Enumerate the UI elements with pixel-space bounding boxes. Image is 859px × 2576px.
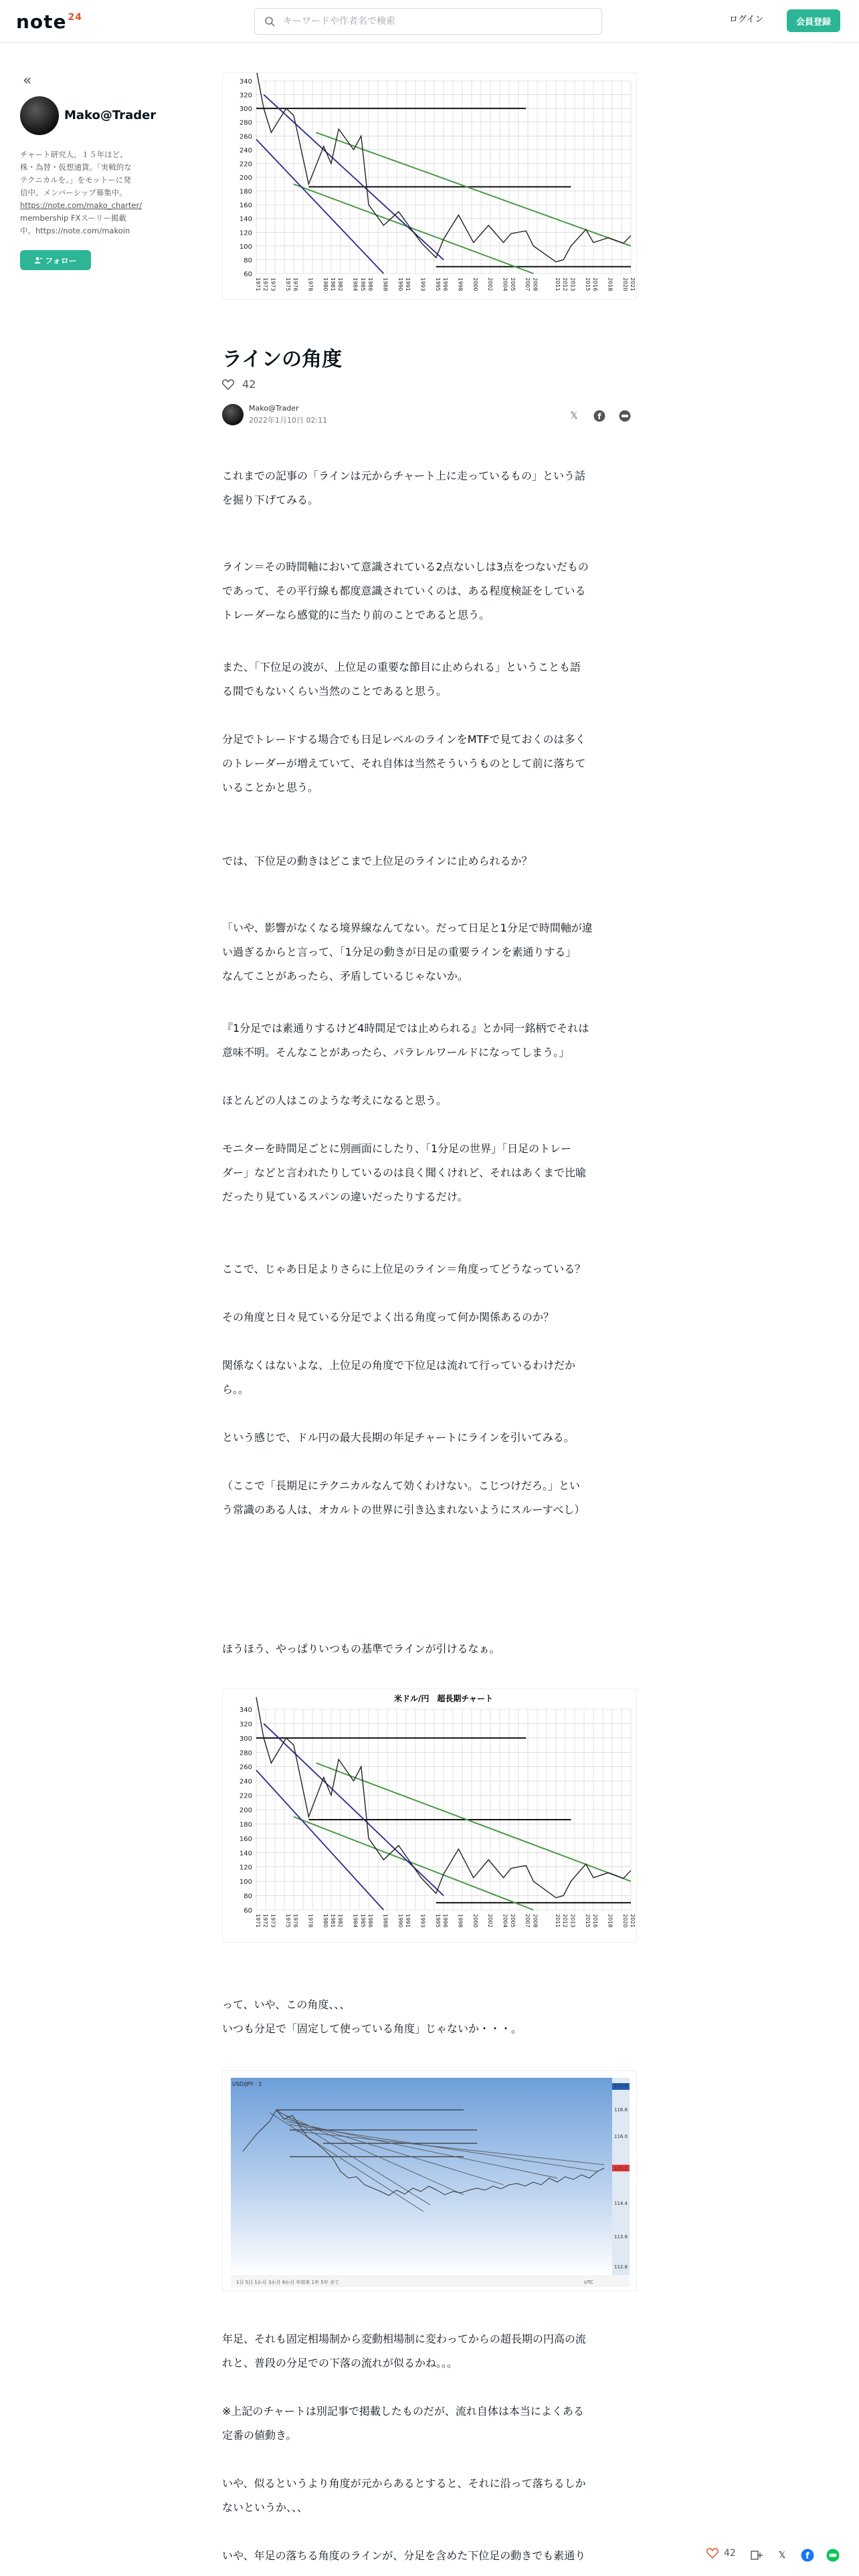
facebook-share-icon[interactable] [800, 2548, 815, 2563]
paragraph: いや、年足の落ちる角度のラインが、分足を含めた下位足の動きでも素通り [222, 2549, 586, 2562]
x-tick-label: 2008 [532, 278, 539, 292]
x-tick-label: 2013 [569, 1914, 576, 1928]
chart-title: 米ドル/円 超長期チャート [393, 1694, 494, 1703]
paragraph: （ここで「長期足にテクニカルなんて効くわけない。こじつけだろ。」とい う常識のある人は、オカルトの世界に引き込まれないようにスルーすべし） [222, 1479, 585, 1516]
x-tick-label: 1988 [382, 278, 389, 292]
x-share-icon[interactable]: 𝕏 [570, 411, 578, 421]
paragraph: 分足でトレードする場合でも日足レベルのラインをMTFで見ておくのは多く のトレーダーが増えていて、それ自体は当然そういうものとして前に落ちて いることかと思う。 [222, 733, 586, 794]
x-tick-label: 2008 [532, 1914, 539, 1928]
x-tick-label: 1984 [352, 1914, 359, 1928]
y-tick-label: 80 [244, 1893, 252, 1901]
x-tick-label: 1972 [262, 1914, 269, 1928]
paragraph: 関係なくはないよな、上位足の角度で下位足は流れて行っているわけだか ら。。 [222, 1359, 576, 1396]
svg-text:UTC: UTC [584, 2280, 593, 2285]
chart-2 [223, 1689, 638, 1943]
svg-text:116.8: 116.8 [614, 2107, 628, 2113]
y-tick-label: 240 [239, 146, 252, 154]
y-tick-label: 340 [239, 78, 252, 86]
paragraph: いや、似るというより角度が元からあるとすると、それに沿って落ちるしか ないというか、、、 [222, 2477, 586, 2514]
x-tick-label: 1993 [419, 278, 426, 292]
author-name[interactable]: Mako@Trader [64, 108, 157, 122]
x-tick-label: 2005 [509, 278, 516, 292]
x-tick-label: 2011 [555, 1914, 561, 1928]
y-tick-label: 300 [239, 106, 252, 114]
y-tick-label: 60 [244, 1907, 252, 1915]
svg-text:USD/JPY · 1: USD/JPY · 1 [232, 2081, 262, 2087]
share-icons [567, 409, 632, 423]
x-tick-label: 1985 [359, 278, 366, 292]
y-tick-label: 180 [239, 1821, 252, 1829]
y-tick-label: 160 [239, 202, 252, 210]
x-tick-label: 1996 [442, 1914, 448, 1928]
y-tick-label: 180 [239, 188, 252, 196]
paragraph: ほとんどの人はこのような考えになると思う。 [222, 1094, 448, 1107]
x-tick-label: 2015 [584, 1914, 591, 1928]
x-tick-label: 1980 [322, 1914, 328, 1928]
meta-date: 2022年1月10日 02:11 [249, 416, 328, 425]
y-tick-label: 120 [239, 229, 252, 237]
x-tick-label: 2002 [487, 1914, 494, 1928]
floating-share-icons [749, 2548, 840, 2563]
author-bio: チャート研究人。１５年ほど、 株・為替・仮想通貨。「実戦的な テクニカルを。」をモットーに発 信中。メンバーシップ募集中。 https://note.com/mako_charter/ membership FXスーリー掲載 中。https://note.com/makoin [20, 148, 147, 237]
svg-text:116.0: 116.0 [614, 2134, 628, 2139]
x-tick-label: 1976 [292, 1914, 298, 1928]
paragraph: 「いや、影響がなくなる境界線なんてない。だって日足と1分足で時間軸が違 い過ぎるからと言って、「1分足の動きが日足の重要ラインを素通りする」 なんてことがあったら、矛盾しているじゃないか。 [222, 922, 593, 982]
x-tick-label: 1982 [337, 278, 344, 292]
y-tick-label: 240 [239, 1778, 252, 1786]
tradingview-chart [223, 2071, 638, 2292]
author-avatar[interactable] [20, 96, 59, 135]
paragraph: また、「下位足の波が、上位足の重要な節目に止められる」ということも語 る間でもないくらい当然のことであると思う。 [222, 661, 581, 697]
x-tick-label: 2015 [584, 278, 591, 292]
x-share-icon[interactable]: 𝕏 [778, 2550, 786, 2561]
x-tick-label: 2021 [630, 1914, 636, 1928]
x-tick-label: 1980 [322, 278, 328, 292]
y-tick-label: 320 [239, 1721, 252, 1729]
paragraph: ※上記のチャートは別記事で掲載したものだが、流れ自体は本当によくある 定番の値動き。 [222, 2405, 584, 2442]
floating-like-count: 42 [724, 2548, 736, 2559]
x-tick-label: 2012 [562, 1914, 569, 1928]
paragraph: ライン＝その時間軸において意識されている2点ないしは3点をつないだもの であって、その平行線も都度意識されていくのは、ある程度検証をしている トレーダーなら感覚的に当たり前のことであると思う。 [222, 560, 589, 621]
collapse-chevron-icon[interactable]: « [23, 72, 32, 89]
x-tick-label: 1998 [457, 278, 464, 292]
paragraph: という感じで、ドル円の最大長期の年足チャートにラインを引いてみる。 [222, 1431, 575, 1444]
x-tick-label: 1990 [397, 1914, 403, 1928]
article-title: ラインの角度 [222, 348, 343, 371]
x-tick-label: 1990 [397, 278, 403, 292]
x-tick-label: 1998 [457, 1914, 464, 1928]
trend-line-navy [256, 1770, 383, 1910]
x-tick-label: 2013 [569, 278, 576, 292]
svg-text:113.6: 113.6 [614, 2234, 628, 2240]
x-tick-label: 2007 [524, 278, 531, 292]
x-tick-label: 1975 [284, 278, 291, 292]
bio-link[interactable]: https://note.com/mako_charter/ [20, 201, 142, 210]
x-tick-label: 1978 [307, 1914, 314, 1928]
chart-1 [223, 73, 638, 300]
x-tick-label: 1975 [284, 1914, 291, 1928]
login-button[interactable]: ログイン [729, 15, 764, 25]
follow-button[interactable]: フォロー [20, 250, 91, 270]
x-tick-label: 1973 [270, 1914, 276, 1928]
line-share-icon[interactable] [826, 2548, 840, 2563]
x-tick-label: 1971 [255, 278, 261, 292]
x-tick-label: 2016 [592, 1914, 598, 1928]
paragraph: ここで、じゃあ日足よりさらに上位足のライン＝角度ってどうなっている？ [222, 1263, 586, 1275]
x-tick-label: 1981 [330, 278, 336, 292]
x-tick-label: 1991 [405, 278, 411, 292]
x-tick-label: 2021 [630, 278, 636, 292]
x-tick-label: 2002 [487, 278, 494, 292]
svg-text:1日 5日 1か月 3か月 6か月 年初来 1年 5年 全て: 1日 5日 1か月 3か月 6か月 年初来 1年 5年 全て [236, 2280, 339, 2285]
y-tick-label: 200 [239, 175, 252, 182]
search-input[interactable] [283, 16, 577, 27]
x-tick-label: 2011 [555, 278, 561, 292]
x-tick-label: 1996 [442, 278, 448, 292]
svg-text:112.8: 112.8 [614, 2264, 628, 2270]
heart-icon[interactable] [706, 2548, 719, 2559]
paragraph: モニターを時間足ごとに別画面にしたり、「1分足の世界」「日足のトレー ダー」などと言われたりしているのは良く聞くけれど、それはあくまで比喩 だったり見ているスパンの違いだったりするだけ。 [222, 1142, 587, 1203]
facebook-share-icon[interactable] [593, 409, 606, 423]
floating-like[interactable] [706, 2548, 736, 2559]
x-tick-label: 2020 [622, 278, 628, 292]
x-tick-label: 1984 [352, 278, 359, 292]
x-tick-label: 2012 [562, 278, 569, 292]
x-tick-label: 2018 [607, 278, 613, 292]
heart-icon[interactable] [222, 379, 234, 390]
x-tick-label: 1986 [367, 278, 373, 292]
signup-button[interactable]: 会員登録 [787, 9, 840, 32]
y-tick-label: 260 [239, 133, 252, 141]
x-tick-label: 1973 [270, 278, 276, 292]
x-tick-label: 1976 [292, 278, 298, 292]
x-tick-label: 1985 [359, 1914, 366, 1928]
y-tick-label: 280 [239, 1749, 252, 1757]
svg-text:117.4: 117.4 [614, 2083, 628, 2088]
y-tick-label: 340 [239, 1707, 252, 1714]
x-tick-label: 2000 [472, 1914, 478, 1928]
paragraph: その角度と日々見ている分足でよく出る角度って何か関係あるのか？ [222, 1311, 555, 1323]
y-tick-label: 140 [239, 215, 252, 223]
svg-text:f: f [597, 412, 601, 421]
x-tick-label: 1982 [337, 1914, 344, 1928]
x-tick-label: 1995 [434, 1914, 441, 1928]
y-tick-label: 60 [244, 271, 252, 278]
y-tick-label: 100 [239, 243, 252, 251]
y-tick-label: 260 [239, 1763, 252, 1772]
x-tick-label: 1981 [330, 1914, 336, 1928]
x-tick-label: 2005 [509, 1914, 516, 1928]
x-tick-label: 2004 [502, 278, 508, 292]
add-user-icon [34, 256, 42, 264]
line-share-icon[interactable] [618, 409, 632, 423]
header-chart-image [222, 72, 637, 300]
paragraph: ほうほう、やっぱりいつもの基準でラインが引けるなぁ。 [222, 1642, 500, 1655]
paragraph: では、下位足の動きはどこまで上位足のラインに止められるか？ [222, 855, 533, 867]
meta-author[interactable]: Mako@Trader [249, 404, 299, 413]
x-tick-label: 1972 [262, 278, 269, 292]
like-row [222, 378, 256, 391]
x-tick-label: 1971 [255, 1914, 261, 1928]
y-tick-label: 280 [239, 119, 252, 127]
y-tick-label: 140 [239, 1850, 252, 1858]
note-logo[interactable]: note $^{24}$ [16, 11, 83, 33]
x-tick-label: 1988 [382, 1914, 389, 1928]
like-count: 42 [242, 378, 256, 391]
search-icon [264, 16, 275, 27]
y-tick-label: 160 [239, 1835, 252, 1843]
x-tick-label: 2018 [607, 1914, 613, 1928]
paragraph: 『1分足では素通りするけど4時間足では止められる』とか同一銘柄でそれは 意味不明。そんなことがあったら、パラレルワールドになってしまう。」 [222, 1022, 589, 1059]
y-tick-label: 200 [239, 1807, 252, 1814]
article-meta [222, 404, 327, 425]
x-tick-label: 2020 [622, 1914, 628, 1928]
svg-text:115.2: 115.2 [614, 2166, 628, 2171]
y-tick-label: 100 [239, 1879, 252, 1887]
svg-text:f: f [805, 2551, 809, 2561]
y-tick-label: 120 [239, 1864, 252, 1872]
svg-text:114.4: 114.4 [614, 2201, 628, 2206]
paragraph: って、いや、この角度、、、 いつも分足で「固定して使っている角度」じゃないか・・・。 [222, 1998, 522, 2035]
tradingview-chart-image [222, 2070, 637, 2291]
logo-badge: 24 [68, 12, 83, 23]
meta-avatar[interactable] [222, 404, 244, 425]
x-tick-label: 2007 [524, 1914, 531, 1928]
trend-line-navy [256, 139, 383, 274]
paragraph: これまでの記事の「ラインは元からチャート上に走っているもの」という話 を掘り下げてみる。 [222, 469, 586, 506]
x-tick-label: 1986 [367, 1914, 373, 1928]
magazine-add-icon[interactable] [749, 2548, 764, 2563]
x-tick-label: 2016 [592, 278, 598, 292]
y-tick-label: 80 [244, 257, 252, 265]
y-tick-label: 300 [239, 1735, 252, 1743]
x-tick-label: 1995 [434, 278, 441, 292]
long-term-chart-image [222, 1689, 637, 1943]
y-tick-label: 220 [239, 1792, 252, 1800]
x-tick-label: 2000 [472, 278, 478, 292]
y-tick-label: 220 [239, 160, 252, 169]
y-tick-label: 320 [239, 92, 252, 100]
site-header [0, 0, 859, 43]
x-tick-label: 1978 [307, 278, 314, 292]
paragraph: 年足、それも固定相場制から変動相場制に変わってからの超長期の円高の流 れと、普段の分足での下落の流れが似るかね。。。 [222, 2333, 586, 2369]
x-tick-label: 2004 [502, 1914, 508, 1928]
search-box[interactable] [254, 8, 602, 35]
x-tick-label: 1993 [419, 1914, 426, 1928]
x-tick-label: 1991 [405, 1914, 411, 1928]
